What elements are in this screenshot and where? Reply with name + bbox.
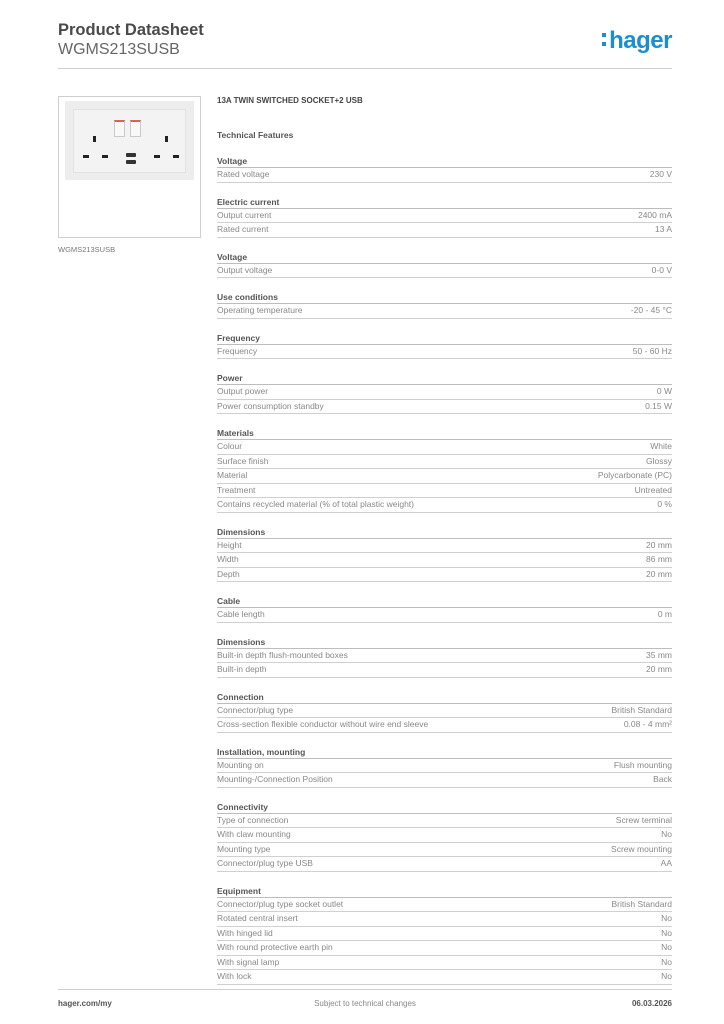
spec-group bbox=[217, 885, 672, 985]
spec-row bbox=[217, 498, 672, 513]
spec-label: Output power bbox=[217, 386, 269, 396]
spec-group bbox=[217, 427, 672, 513]
spec-row bbox=[217, 455, 672, 470]
spec-value: 20 mm bbox=[646, 664, 672, 674]
spec-group bbox=[217, 155, 672, 183]
spec-label: Output current bbox=[217, 209, 272, 220]
spec-value: Glossy bbox=[646, 455, 672, 466]
spec-group-title: Cable bbox=[217, 595, 672, 608]
spec-label: Cross-section flexible conductor without wire end sleeve bbox=[217, 719, 429, 729]
spec-row bbox=[217, 941, 672, 956]
earth-pin-left-icon bbox=[93, 136, 96, 142]
spec-label: With lock bbox=[217, 971, 252, 981]
spec-value: 20 mm bbox=[646, 568, 672, 579]
spec-row bbox=[217, 927, 672, 942]
spec-row bbox=[217, 970, 672, 985]
spec-value: No bbox=[661, 971, 672, 981]
spec-value: Screw mounting bbox=[611, 843, 672, 854]
page-header bbox=[58, 21, 672, 59]
spec-row bbox=[217, 663, 672, 678]
spec-value: British Standard bbox=[611, 704, 672, 715]
spec-row bbox=[217, 568, 672, 583]
spec-group bbox=[217, 291, 672, 319]
spec-label: Rated voltage bbox=[217, 169, 270, 179]
footer-website-link[interactable]: hager.com/my bbox=[58, 999, 112, 1008]
spec-row bbox=[217, 209, 672, 224]
spec-value: No bbox=[661, 913, 672, 923]
spec-row bbox=[217, 828, 672, 843]
spec-label: Rated current bbox=[217, 224, 269, 234]
spec-group bbox=[217, 332, 672, 360]
spec-row bbox=[217, 168, 672, 183]
spec-row bbox=[217, 759, 672, 774]
spec-group-title: Power bbox=[217, 372, 672, 385]
spec-label: Power consumption standby bbox=[217, 400, 324, 411]
spec-row bbox=[217, 718, 672, 733]
spec-label: Output voltage bbox=[217, 264, 273, 275]
spec-value: Back bbox=[653, 774, 672, 784]
spec-group-title: Connectivity bbox=[217, 801, 672, 814]
spec-label: Rotated central insert bbox=[217, 913, 298, 923]
spec-row bbox=[217, 385, 672, 400]
spec-label: Mounting on bbox=[217, 759, 264, 770]
spec-value: 0.08 - 4 mm² bbox=[623, 719, 672, 729]
socket-plate-icon bbox=[65, 101, 194, 180]
spec-label: Height bbox=[217, 539, 242, 550]
spec-label: With signal lamp bbox=[217, 956, 280, 967]
spec-label: Width bbox=[217, 554, 239, 564]
spec-value: No bbox=[661, 829, 672, 839]
spec-label: Treatment bbox=[217, 484, 256, 495]
switch-right-icon bbox=[130, 120, 141, 137]
spec-row bbox=[217, 814, 672, 829]
pin-icon bbox=[173, 155, 179, 158]
spec-value: No bbox=[661, 942, 672, 952]
spec-value: 86 mm bbox=[646, 554, 672, 564]
spec-label: Surface finish bbox=[217, 455, 269, 466]
product-image-caption: WGMS213SUSB bbox=[58, 245, 116, 254]
spec-value: 35 mm bbox=[646, 649, 672, 660]
spec-label: Depth bbox=[217, 568, 240, 579]
spec-group bbox=[217, 595, 672, 623]
hager-logo bbox=[602, 27, 672, 55]
spec-group-title: Voltage bbox=[217, 251, 672, 264]
spec-row bbox=[217, 223, 672, 238]
spec-group bbox=[217, 636, 672, 678]
spec-label: Connector/plug type bbox=[217, 704, 294, 715]
spec-label: Type of connection bbox=[217, 814, 289, 825]
spec-value: No bbox=[661, 927, 672, 938]
spec-value: Flush mounting bbox=[613, 759, 672, 770]
spec-group-title: Use conditions bbox=[217, 291, 672, 304]
spec-row bbox=[217, 956, 672, 971]
spec-value: Polycarbonate (PC) bbox=[597, 470, 672, 480]
spec-label: Built-in depth flush-mounted boxes bbox=[217, 649, 348, 660]
spec-value: No bbox=[661, 956, 672, 967]
spec-value: AA bbox=[660, 858, 672, 868]
spec-value: 0 % bbox=[657, 499, 672, 509]
spec-row bbox=[217, 345, 672, 360]
spec-value: 0 W bbox=[656, 386, 672, 396]
usb-port-icon bbox=[126, 160, 136, 164]
product-image bbox=[58, 96, 201, 238]
spec-group-title: Dimensions bbox=[217, 636, 672, 649]
usb-port-icon bbox=[126, 153, 136, 157]
spec-value: White bbox=[650, 441, 672, 451]
spec-label: Contains recycled material (% of total plastic weight) bbox=[217, 499, 414, 509]
spec-row bbox=[217, 843, 672, 858]
spec-row bbox=[217, 553, 672, 568]
spec-row bbox=[217, 440, 672, 455]
spec-row bbox=[217, 539, 672, 554]
spec-value: -20 - 45 °C bbox=[630, 305, 672, 315]
spec-value: 0.15 W bbox=[645, 400, 672, 411]
header-divider bbox=[58, 68, 672, 69]
spec-label: Connector/plug type socket outlet bbox=[217, 898, 344, 909]
spec-value: 20 mm bbox=[646, 539, 672, 550]
spec-label: Frequency bbox=[217, 345, 258, 356]
spec-row bbox=[217, 649, 672, 664]
spec-group bbox=[217, 746, 672, 788]
spec-group-title: Dimensions bbox=[217, 526, 672, 539]
spec-label: Operating temperature bbox=[217, 305, 303, 315]
spec-group-title: Installation, mounting bbox=[217, 746, 672, 759]
spec-value: 50 - 60 Hz bbox=[632, 345, 672, 356]
spec-row bbox=[217, 264, 672, 279]
spec-value: Untreated bbox=[634, 484, 672, 495]
spec-label: With round protective earth pin bbox=[217, 942, 333, 952]
section-title: Technical Features bbox=[217, 130, 294, 140]
pin-icon bbox=[154, 155, 160, 158]
spec-row bbox=[217, 773, 672, 788]
spec-group-title: Electric current bbox=[217, 196, 672, 209]
spec-label: With hinged lid bbox=[217, 927, 273, 938]
spec-row bbox=[217, 469, 672, 484]
spec-group-title: Equipment bbox=[217, 885, 672, 898]
spec-value: Screw terminal bbox=[615, 814, 672, 825]
datasheet-content bbox=[217, 96, 672, 985]
spec-row bbox=[217, 484, 672, 499]
footer-date: 06.03.2026 bbox=[631, 999, 672, 1008]
product-name: 13A TWIN SWITCHED SOCKET+2 USB bbox=[217, 96, 363, 105]
spec-group bbox=[217, 196, 672, 238]
spec-row bbox=[217, 304, 672, 319]
spec-group bbox=[217, 251, 672, 279]
spec-label: Material bbox=[217, 470, 248, 480]
spec-row bbox=[217, 898, 672, 913]
spec-label: Connector/plug type USB bbox=[217, 858, 313, 868]
spec-row bbox=[217, 400, 672, 415]
spec-group-title: Materials bbox=[217, 427, 672, 440]
spec-group-title: Voltage bbox=[217, 155, 672, 168]
switch-left-icon bbox=[114, 120, 125, 137]
spec-label: Colour bbox=[217, 441, 243, 451]
spec-label: Mounting type bbox=[217, 843, 271, 854]
spec-groups bbox=[217, 155, 672, 985]
spec-value: 2400 mA bbox=[637, 209, 672, 220]
spec-label: Cable length bbox=[217, 609, 265, 619]
spec-label: Built-in depth bbox=[217, 664, 267, 674]
pin-icon bbox=[102, 155, 108, 158]
logo-text: hager bbox=[609, 27, 672, 54]
spec-row bbox=[217, 912, 672, 927]
spec-value: 0 m bbox=[657, 609, 672, 619]
spec-group bbox=[217, 372, 672, 414]
spec-label: Mounting-/Connection Position bbox=[217, 774, 333, 784]
spec-label: With claw mounting bbox=[217, 829, 291, 839]
page-title: Product Datasheet bbox=[58, 21, 204, 39]
spec-row bbox=[217, 857, 672, 872]
spec-group-title: Connection bbox=[217, 691, 672, 704]
spec-group bbox=[217, 691, 672, 733]
pin-icon bbox=[83, 155, 89, 158]
footer-disclaimer: Subject to technical changes bbox=[314, 999, 416, 1008]
spec-value: 230 V bbox=[649, 169, 672, 179]
product-sku: WGMS213SUSB bbox=[58, 41, 180, 58]
spec-value: 0-0 V bbox=[651, 264, 672, 275]
spec-row bbox=[217, 608, 672, 623]
spec-row bbox=[217, 704, 672, 719]
spec-group-title: Frequency bbox=[217, 332, 672, 345]
footer-divider bbox=[58, 989, 672, 990]
spec-group bbox=[217, 526, 672, 583]
spec-value: 13 A bbox=[654, 224, 672, 234]
spec-value: British Standard bbox=[611, 898, 672, 909]
spec-group bbox=[217, 801, 672, 872]
earth-pin-right-icon bbox=[165, 136, 168, 142]
